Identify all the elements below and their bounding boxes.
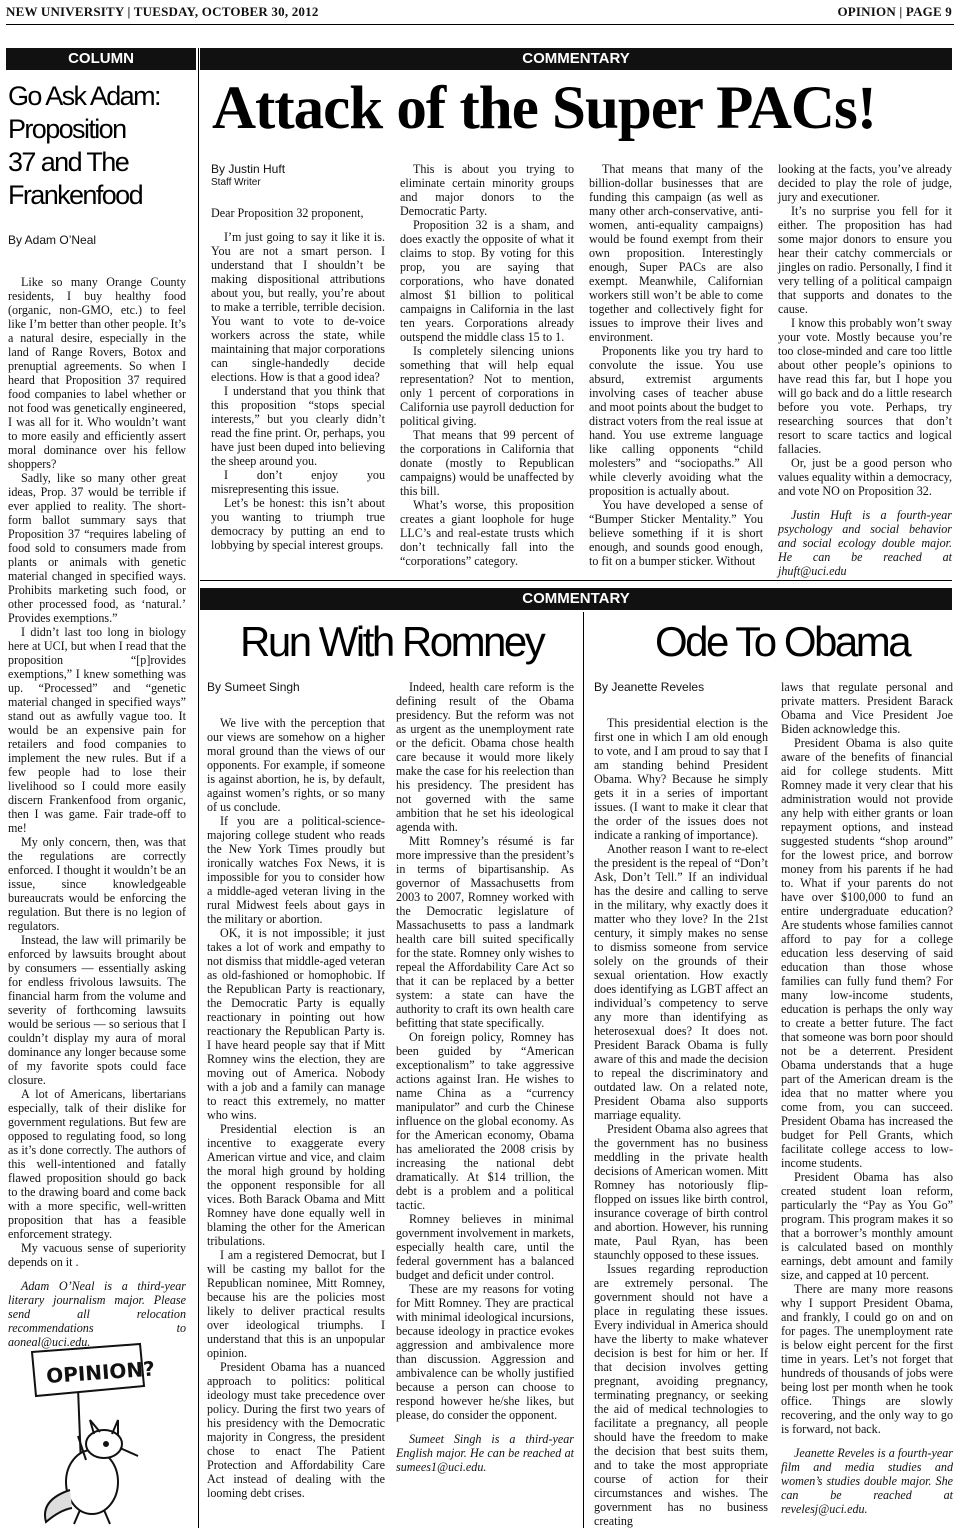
paragraph: I understand that you think that this proposition “stops special interests,” but you clearly didn’t read the fine print. Or, perhaps, you have just been duped into believing the sheep around you.: [211, 384, 385, 468]
paragraph: OK, it is not impossible; it just takes a lot of work and empathy to not dismiss that middle-aged veteran as old-fashioned or homophobic. If the Republican Party is reactionary, the Democratic Party is equally reactionary in pointing out how reactionary the Republican Party is. I have heard people say that if Mitt Romney wins the election, they are moving out of America. Nobody with a job and a family can manage to react this extremely, no matter who wins.: [207, 926, 386, 1122]
paragraph: I didn’t last too long in biology here at UCI, but when I read that the proposition “[p]rovides exemptions,” I knew something was up. “Processed” and “genetic material changed in specified ways” stand out as awfully vague too. It would be an expensive pain for retailers and food companies to implement the new rules. But if a few people had to lose their livelihood so I could more easily discern Frankenfood from organic, then I was game. Fair trade-off to me!: [8, 625, 186, 835]
cartoon-sign-text: OPINION?: [45, 1356, 156, 1389]
paragraph: What’s worse, this proposition creates a giant loophole for huge LLC’s and real-estate trusts which don’t technically fall into the “corporations” category.: [400, 498, 574, 568]
paragraph: A lot of Americans, libertarians especially, talk of their dislike for government regulations. But few are opposed to regulating food, so long as it’s done correctly. The authors of this well-intentioned and fatally flawed proposition should go back to the drawing board and come back with a more specific, well-written proposition that has a feasible enforcement strategy.: [8, 1087, 186, 1241]
paragraph: President Obama is also quite aware of the benefits of financial aid for college students. Mitt Romney made it very clear that his administration would not provide any help with either grants or loan repayment options, and instead suggested students “shop around” for the lowest price, and borrow money from his parents if he had to. What if your parents do not have over $100,000 to fund an entire undergraduate education? Are students whose families cannot afford to pay for a college education less deserving of said education than those whose families can fully fund them? For many low-income students, education is perhaps the only way to create a better future. The fact that someone was born poor should not be a deterrent. President Obama understands that a huge part of the American dream is the idea that no matter where you come from, you can succeed. President Obama has increased the budget for Pell Grants, which facilitate college access to low-income students.: [781, 736, 953, 1170]
paragraph: Dear Proposition 32 proponent,: [211, 206, 364, 220]
paragraph: Let’s be honest: this isn’t about you wanting to triumph true democracy by putting an end to lobbying by special interest groups.: [211, 496, 385, 552]
paragraph: President Obama has also created student loan reform, particularly the “Pay as You Go” program. This program makes it so that a borrower’s monthly amount is calculated based on monthly earnings, debt amount and family size, and capped at 10 percent.: [781, 1170, 953, 1282]
paragraph: Presidential election is an incentive to exaggerate every American virtue and vice, and claim the moral high ground by holding the opponent responsible for all vices. Both Barack Obama and Mitt Romney have done equally well in blaming the other for the American tribulations.: [207, 1122, 385, 1248]
opinion-cartoon-illustration: [20, 1340, 170, 1528]
column-body: [8, 275, 186, 1349]
author-bio: Justin Huft is a fourth-year psychology and social behavior and social ecology double major. He can be reached at jhuft@uci.edu: [778, 508, 952, 578]
super-pacs-column-1: [211, 162, 385, 574]
obama-byline: By Jeanette Reveles: [594, 680, 705, 694]
paragraph: Another reason I want to re-elect the president is the repeal of “Don’t Ask, Don’t Tell.” If an individual has the desire and calling to serve in the military, why exactly does it matter who they love? In the 21st century, it simply makes no sense to dismiss someone from service solely on the grounds of their sexual orientation. How exactly does identifying as LGBT affect an individual’s competency to serve any more than identifying as heterosexual does? It does not. President Barack Obama is fully aware of this and made the decision to repeal the discriminatory and outdated law. On a related note, President Obama also supports marriage equality.: [594, 842, 768, 1122]
page-folio-left: NEW UNIVERSITY | TUESDAY, OCTOBER 30, 2012: [6, 4, 319, 19]
paragraph: Proponents like you try hard to convolute the issue. You use absurd, extremist arguments involving cases of teacher abuse and moot points about the budget to distract voters from the real issue at hand. You use extreme language like calling opponents “child molesters” and “sociopaths.” All while cleverly avoiding what the proposition is actually about.: [589, 344, 763, 498]
author-bio: Sumeet Singh is a third-year English major. He can be reached at sumees1@uci.edu.: [396, 1432, 574, 1474]
column-headline-line: Go Ask Adam:: [8, 81, 160, 111]
super-pacs-column-2: [400, 162, 574, 574]
mascot-eye: [104, 1442, 108, 1446]
super-pacs-headline: Attack of the Super PACs!: [212, 75, 877, 142]
super-pacs-role: Staff Writer: [211, 177, 261, 188]
super-pacs-byline: By Justin Huft: [211, 162, 286, 176]
paragraph: I know this probably won’t sway your vote. Mostly because you’re too close-minded and care too little about other people’s opinions to have read this far, but I hope you will go back and do a little research before you vote. Perhaps, try researching sources that don’t resort to scare tactics and logical fallacies.: [778, 316, 952, 456]
column-headline-line: 37 and The: [8, 147, 129, 177]
column-byline: By Adam O’Neal: [8, 233, 97, 247]
commentary-section-label-bottom: COMMENTARY: [200, 588, 952, 610]
super-pacs-column-3: [589, 162, 763, 574]
paragraph: It’s no surprise you fell for it either. The proposition has had some major donors to ensure you hear their catchy commercials or jingles on radio. Personally, I find it very telling of a political campaign that supports and donates to the cause.: [778, 204, 952, 316]
section-divider: [200, 580, 952, 581]
paragraph: I am a registered Democrat, but I will be casting my ballot for the Republican nominee, Mitt Romney, because his are the policies most likely to deliver practical results over ideological triumphs. I understand that this is an unpopular opinion.: [207, 1248, 385, 1360]
paragraph: looking at the facts, you’ve already decided to play the role of judge, jury and executioner.: [778, 162, 952, 204]
paragraph: laws that regulate personal and private matters. President Barack Obama and Vice President Joe Biden acknowledge this.: [781, 680, 953, 736]
commentary-section-label-top: COMMENTARY: [200, 48, 952, 70]
romney-column-2: [396, 680, 574, 1530]
paragraph: Like so many Orange County residents, I buy healthy food (organic, non-GMO, etc.) to feel like I’m better than other people. It’s a natural desire, especially in the land of Range Rovers, Botox and prenuptial agreements. So when I heard that Proposition 37 required food companies to label whether or not food was genetically engineered, I was all for it. Who wouldn’t want to more easily and efficiently assert moral dominance over his fellow shoppers?: [8, 275, 186, 471]
obama-column-1: [594, 680, 768, 1530]
paragraph: You have developed a sense of “Bumper Sticker Mentality.” You believe something if it is short enough, and sounds good enough, to fit on a bumper sticker. Without: [589, 498, 763, 568]
mascot-body: [66, 1450, 118, 1514]
paragraph: Proposition 32 is a sham, and does exactly the opposite of what it claims to stop. By voting for this prop, you are saying that corporations, who have donated almost $1 billion to political campaigns in California in the last ten years. Corporations already outspend the middle class 15 to 1.: [400, 218, 574, 344]
page-folio-right: OPINION | PAGE 9: [837, 4, 952, 19]
paragraph: Mitt Romney’s résumé is far more impressive than the president’s in terms of bipartisanship. As governor of Massachusetts from 2003 to 2007, Romney worked with the Democratic legislature of Massachusetts to pass a landmark health care bill suited specifically for the state. Romney only wishes to repeal the Affordability Care Act so that it can be replaced by a better system: a state can have the authority to craft its own health care befitting that state specifically.: [396, 834, 574, 1030]
paragraph: President Obama also agrees that the government has no business meddling in the private health decisions of American women. Mitt Romney has notoriously flip-flopped on issues like birth control, insurance coverage of birth control and abortion. However, his running mate, Paul Ryan, has been staunchly opposed to these issues.: [594, 1122, 768, 1262]
header-rule: [6, 24, 954, 25]
paragraph: Indeed, health care reform is the defining result of the Obama presidency. But the reform was not as urgent as the unemployment rate or the deficit. Obama chose health care because it would more likely make the case for his reelection than his presidency. The president has not governed with the same ambition that he set his ideological agenda with.: [396, 680, 574, 834]
paragraph: I don’t enjoy you misrepresenting this issue.: [211, 468, 385, 496]
column-section-label: COLUMN: [6, 48, 196, 70]
column-divider: [198, 48, 199, 1528]
mascot-tail: [45, 1490, 72, 1522]
paragraph: Or, just be a good person who values equality within a democracy, and vote NO on Proposition 32.: [778, 456, 952, 498]
column-headline-line: Frankenfood: [8, 180, 142, 210]
super-pacs-column-4: [778, 162, 952, 578]
paragraph: This presidential election is the first one in which I am old enough to vote, and I am proud to say that I am standing behind President Obama. Why? Because he simply gets it in a series of important issues. (I want to make it clear that the order of the issues does not indicate a ranking of importance).: [594, 716, 768, 842]
romney-column-1: [207, 680, 385, 1530]
paragraph: President Obama has a nuanced approach to politics: political ideology must take precedence over policy. During the first two years of his presidency with the Democratic majority in Congress, the president chose to enact The Patient Protection and Affordability Care Act instead of dealing with the looming debt crises.: [207, 1360, 385, 1500]
paragraph: On foreign policy, Romney has been guided by “American exceptionalism” to take aggressive actions against Iran. He wishes to name China as a “currency manipulator” and curb the Chinese influence on the global economy. As for the American economy, Obama has ameliorated the 2008 crisis by increasing the national debt dramatically. At $14 trillion, the debt is a problem and a political tactic.: [396, 1030, 574, 1212]
paragraph: Instead, the law will primarily be enforced by lawsuits brought about by consumers — essentially asking for endless frivolous lawsuits. The financial harm from the volume and severity of forthcoming lawsuits would be serious — so serious that I couldn’t display my aura of moral dominance any longer because some of my favorite spots could face closure.: [8, 933, 186, 1087]
paragraph: These are my reasons for voting for Mitt Romney. They are practical with minimal ideological incursions, because ideology in practice evokes aggression and ambivalence more than discussion. Aggression and ambivalence can be wholly justified because a person can choose to respond however he/she likes, but please, do consider the opponent.: [396, 1282, 574, 1422]
column-headline: [8, 80, 160, 212]
column-headline-line: Proposition: [8, 114, 126, 144]
paragraph: That means that 99 percent of the corporations in California that donate (mostly to Republican campaigns) would be unaffected by this bill.: [400, 428, 574, 498]
obama-column-2: [781, 680, 953, 1530]
romney-byline: By Sumeet Singh: [207, 680, 300, 694]
author-bio: Jeanette Reveles is a fourth-year film and media studies and women’s studies double major. She can be reached at revelesj@uci.edu.: [781, 1446, 953, 1516]
author-bio: Adam O’Neal is a third-year literary journalism major. Please send all relocation recommendations to aoneal@uci.edu.: [8, 1279, 186, 1349]
paragraph: Sadly, like so many other great ideas, Prop. 37 would be terrible if ever applied to reality. The short-form ballot summary says that Proposition 37 “requires labeling of food sold to consumers made from plants or animals with genetic material changed in specified ways. Prohibits marketing such food, or other processed food, as ‘natural.’ Provides exemptions.”: [8, 471, 186, 625]
paragraph: We live with the perception that our views are somehow on a higher moral ground than the views of our opponents. For example, if someone is against abortion, he is, by default, against women’s rights, or so many of us conclude.: [207, 716, 385, 814]
paragraph: Romney believes in minimal government involvement in markets, especially health care, until the federal government has a balanced budget and deficit under control.: [396, 1212, 575, 1282]
mascot-snout: [120, 1448, 138, 1456]
paragraph: Issues regarding reproduction are extremely personal. The government should not have a place in regulating these issues. Every individual in America should have the liberty to make whatever decision is best for him or her. If that decision involves getting pregnant, avoiding pregnancy, terminating pregnancy, or seeking the aid of medical technologies to facilitate a pregnancy, all people should have the freedom to make the decision that best suits them, and to take the most appropriate course of action for their circumstances and wishes. The government has no business creating: [594, 1262, 768, 1528]
paragraph: There are many more reasons why I support President Obama, and frankly, I could go on and on for pages. The unemployment rate is below eight percent for the first time in years. Let’s not forget that hundreds of thousands of jobs were being lost per month when he took office. Things are slowly recovering, and the only way to go is forward, not back.: [781, 1282, 953, 1436]
paragraph: Is completely silencing unions something that will help equal representation? Not to mention, only 1 percent of corporations in California use payroll deduction for political giving.: [400, 344, 574, 428]
commentary-divider: [583, 612, 584, 1528]
paragraph: This is about you trying to eliminate certain minority groups and major donors to the Democratic Party.: [400, 162, 574, 218]
obama-headline: Ode To Obama: [655, 618, 910, 665]
paragraph: If you are a political-science-majoring college student who reads the New York Times proudly but ironically watches Fox News, it is impossible for you to consider how a middle-aged veteran living in the rural Midwest feels about gays in the military or abortion.: [207, 814, 385, 926]
paragraph: My only concern, then, was that the regulations are correctly enforced. I thought it wouldn’t be an issue, since knowledgeable bureaucrats would be enforcing the regulation. But there is no legion of regulators.: [8, 835, 186, 933]
paragraph: That means that many of the billion-dollar businesses that are funding this campaign (as well as many other arch-conservative, anti-women, anti-equality campaigns) would be found exempt from their own proposition. Interestingly enough, Super PACs are also exempt. Meanwhile, Californian workers still won’t be able to come together and collectively fight for issues to improve their lives and environment.: [589, 162, 763, 344]
paragraph: I’m just going to say it like it is. You are not a smart person. I understand that I shouldn’t be making dispositional attributions about you, but really, you’re about to make a terrible, terrible decision. You want to vote to de-voice workers across the state, while maintaining that major corporations can single-handedly decide elections. How is that a good idea?: [211, 230, 385, 384]
romney-headline: Run With Romney: [240, 618, 544, 665]
paragraph: My vacuous sense of superiority depends on it .: [8, 1241, 186, 1269]
